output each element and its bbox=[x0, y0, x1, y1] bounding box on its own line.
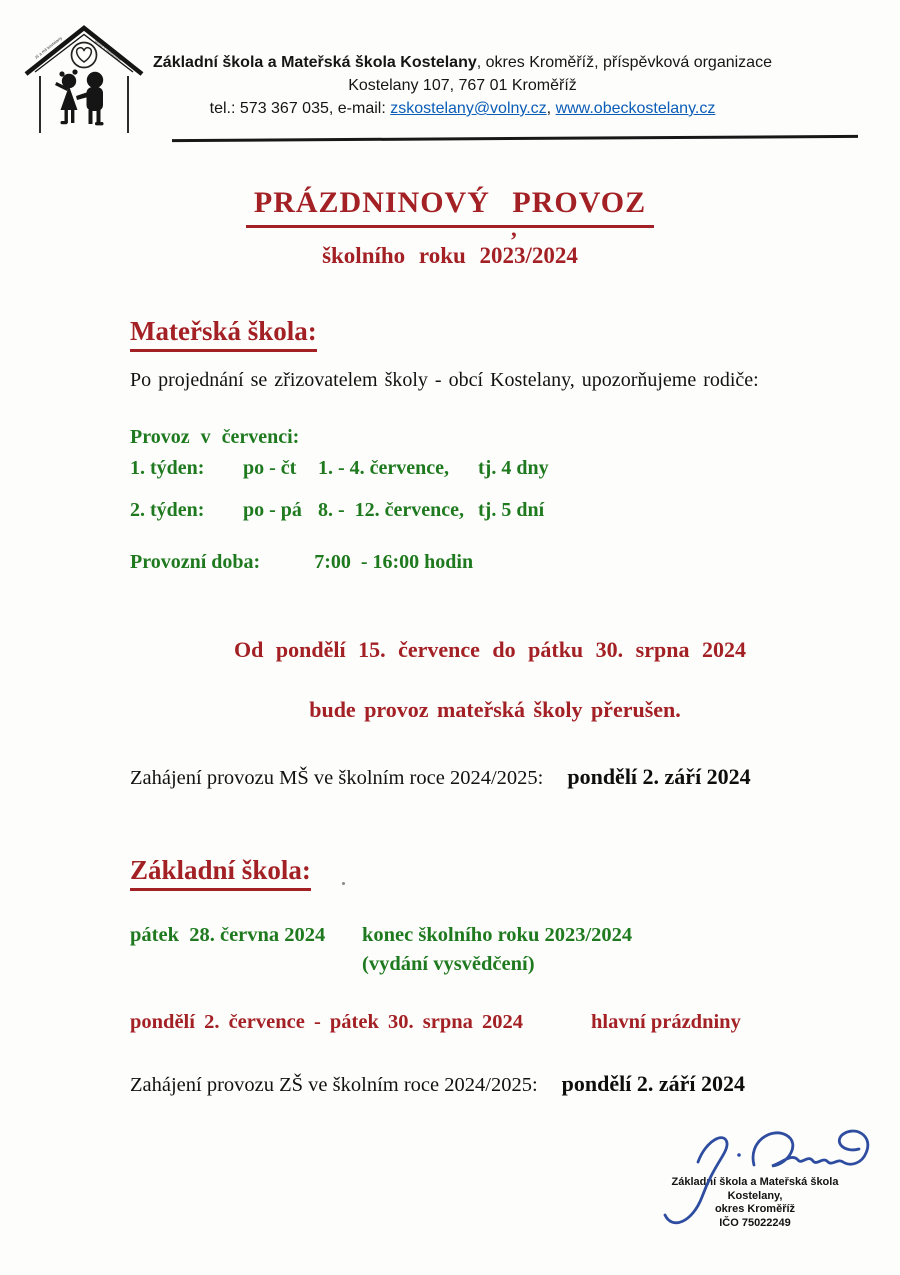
ms-week-row-1 bbox=[130, 457, 549, 480]
stamp-line-3: IČO 75022249 bbox=[719, 1216, 791, 1229]
week-dates: 8. - 12. července, bbox=[318, 499, 465, 521]
week-dates: 1. - 4. července, bbox=[318, 457, 450, 479]
zs-reopen-line bbox=[130, 1071, 745, 1097]
zs-end-date: pátek 28. června 2024 bbox=[130, 924, 326, 946]
email-link[interactable]: zskostelany@volny.cz bbox=[390, 100, 547, 117]
holiday-dates: pondělí 2. července - pátek 30. srpna 2024 bbox=[130, 1011, 523, 1033]
hours-value: 7:00 - 16:00 hodin bbox=[314, 551, 474, 573]
week-days: po - pá bbox=[243, 499, 302, 521]
holiday-label: hlavní prázdniny bbox=[591, 1011, 741, 1033]
week-days: po - čt bbox=[243, 457, 297, 479]
zs-reopen-value: pondělí 2. září 2024 bbox=[561, 1071, 745, 1096]
doc-title: PRÁZDNINOVÝ PROVOZ bbox=[246, 186, 654, 228]
school-logo-icon bbox=[24, 24, 144, 138]
ms-intro: Po projednání se zřizovatelem školy - obcí Kostelany, upozorňujeme rodiče: bbox=[130, 369, 759, 391]
org-name-line bbox=[140, 51, 785, 74]
week-total: tj. 4 dny bbox=[478, 457, 549, 479]
ms-reopen-label: Zahájení provozu MŠ ve školním roce 2024/2025: bbox=[130, 767, 544, 789]
school-stamp bbox=[648, 1176, 862, 1230]
header-divider bbox=[172, 135, 858, 142]
ms-july-heading: Provoz v červenci: bbox=[130, 426, 300, 448]
contact-prefix: tel.: 573 367 035, e-mail: bbox=[209, 100, 391, 117]
stray-speck bbox=[342, 882, 345, 885]
logo-roof-text-right: škola s úsměvem bbox=[93, 38, 122, 63]
org-name: Základní škola a Mateřská škola Kostelany bbox=[153, 54, 477, 71]
stamp-line-1: Základní škola a Mateřská škola Kostelany, bbox=[671, 1176, 839, 1202]
ms-reopen-value: pondělí 2. září 2024 bbox=[567, 764, 751, 789]
ms-hours-line bbox=[130, 551, 473, 574]
section-heading-ms: Mateřská škola: bbox=[130, 316, 317, 352]
contact-sep: , bbox=[546, 100, 556, 117]
zs-reopen-label: Zahájení provozu ZŠ ve školním roce 2024/2025: bbox=[130, 1074, 538, 1096]
contact-line bbox=[140, 97, 785, 120]
subtitle-block bbox=[50, 243, 850, 269]
org-address: Kostelany 107, 767 01 Kroměříž bbox=[348, 77, 577, 94]
zs-holiday-row bbox=[130, 1011, 741, 1034]
week-label: 2. týden: bbox=[130, 499, 205, 521]
zs-end-row bbox=[130, 921, 632, 979]
section-heading-zs: Základní škola: bbox=[130, 855, 311, 891]
logo-roof-text-left: zš a mš kostelany bbox=[33, 35, 63, 60]
website-link[interactable]: www.obeckostelany.cz bbox=[555, 100, 716, 117]
title-block bbox=[50, 186, 850, 228]
zs-end-desc bbox=[362, 921, 632, 979]
week-label: 1. týden: bbox=[130, 457, 205, 479]
letterhead bbox=[140, 51, 785, 120]
stamp-line-2: okres Kroměříž bbox=[714, 1203, 796, 1215]
zs-end-desc-line1: konec školního roku 2023/2024 bbox=[362, 924, 633, 946]
org-name-suffix: , okres Kroměříž, příspěvková organizace bbox=[476, 54, 772, 71]
week-total: tj. 5 dní bbox=[478, 499, 545, 521]
ms-week-row-2 bbox=[130, 499, 544, 522]
hours-label: Provozní doba: bbox=[130, 551, 261, 573]
logo-children-icon bbox=[55, 69, 104, 125]
ms-closure-line-1: Od pondělí 15. července do pátku 30. srpna 2024 bbox=[234, 637, 746, 662]
ms-reopen-line bbox=[130, 764, 751, 790]
doc-subtitle: školního roku 2023/2024 bbox=[322, 243, 578, 268]
title-stray-mark: , bbox=[511, 216, 517, 241]
ms-closure-line-2: bude provoz mateřská školy přerušen. bbox=[309, 697, 681, 722]
zs-end-desc-line2: (vydání vysvědčení) bbox=[362, 953, 535, 975]
